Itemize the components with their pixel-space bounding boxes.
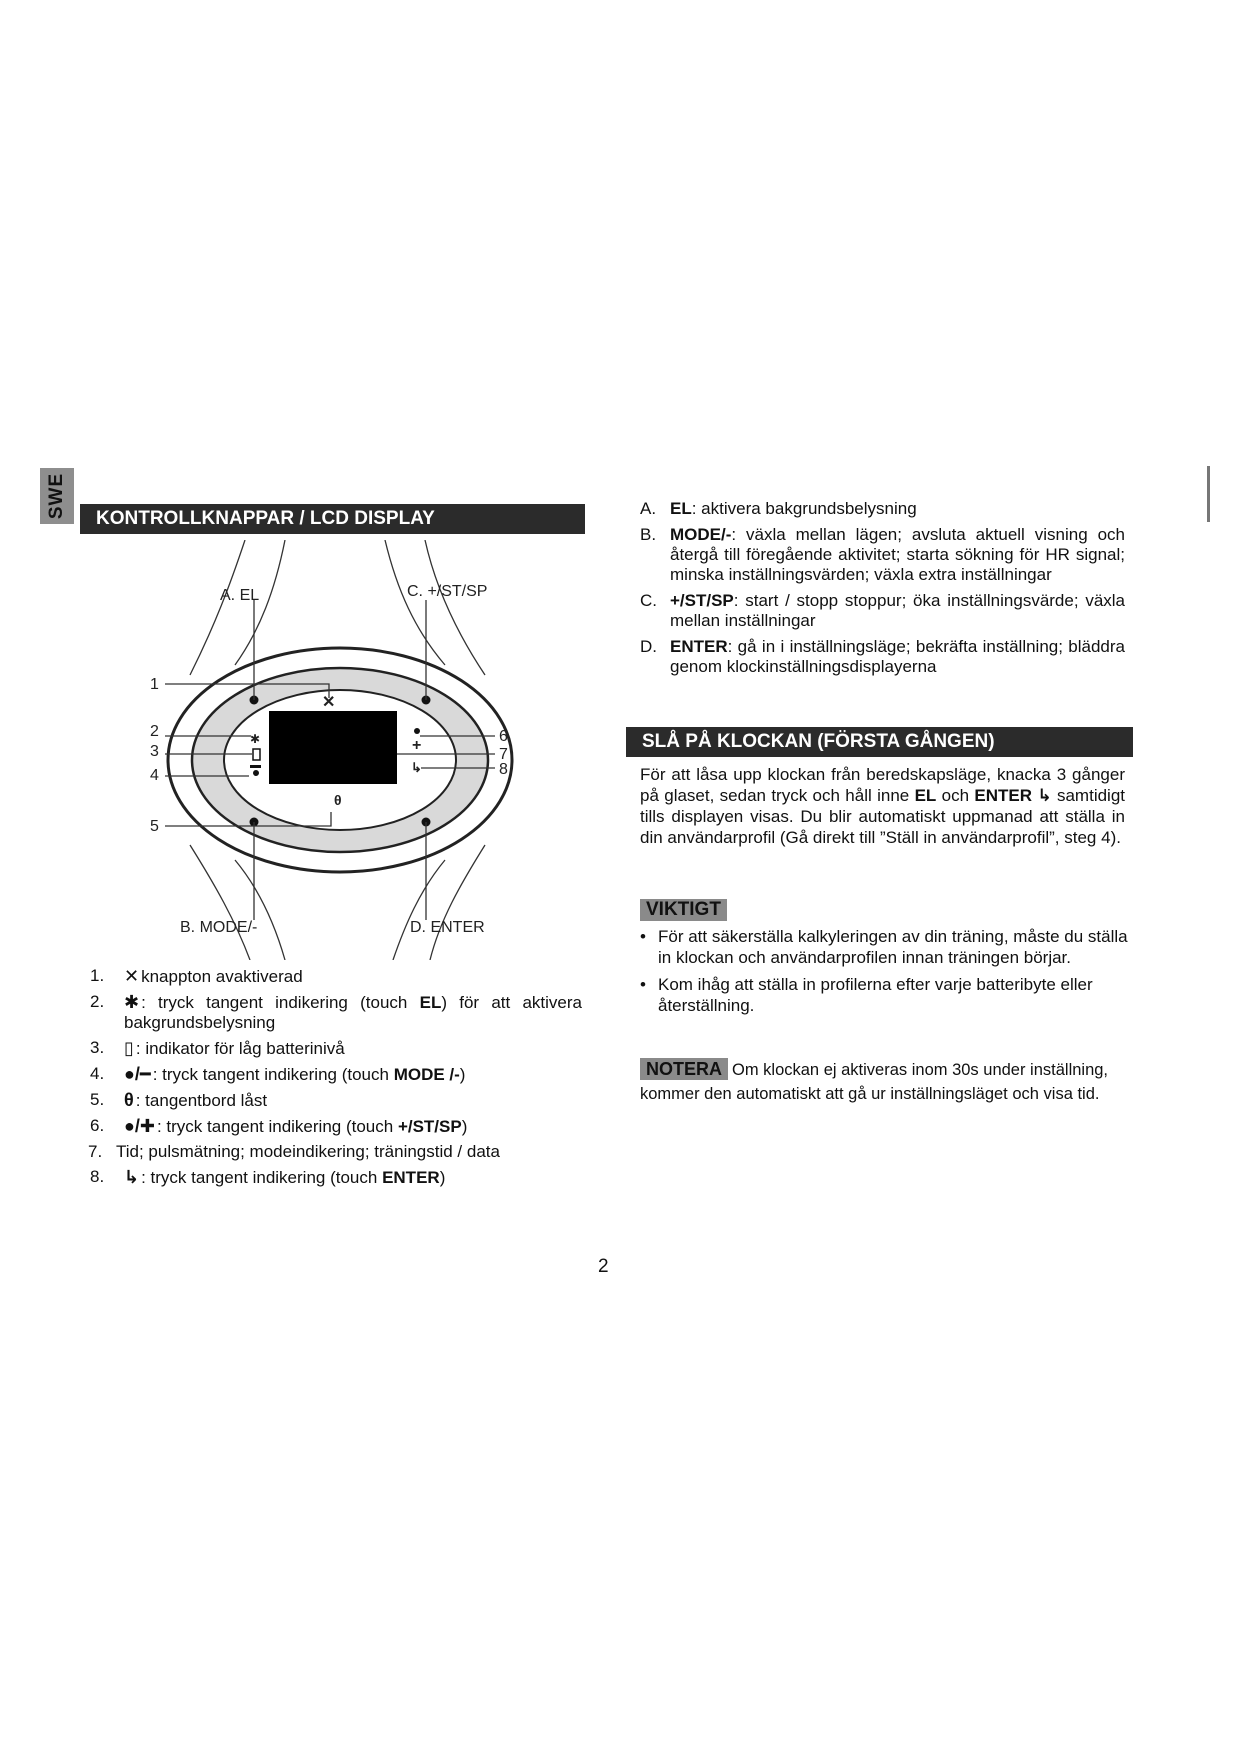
lock-icon: θ	[124, 1090, 134, 1110]
button-function-item: C. +/ST/SP: start / stopp stoppur; öka inställningsvärde; växla mellan inställningar	[640, 591, 1125, 630]
label-c-st: C. +/ST/SP	[407, 583, 488, 600]
enter-arrow-icon: ↳	[1037, 786, 1052, 805]
dot-plus-icon: ●/✚	[124, 1116, 155, 1136]
label-b-mode: B. MODE/-	[180, 919, 258, 936]
watch-diagram	[135, 540, 555, 960]
section-header-controls: KONTROLLKNAPPAR / LCD DISPLAY	[80, 504, 585, 534]
lcd-screen	[269, 711, 397, 784]
battery-icon: ▯	[124, 1038, 134, 1058]
callout-1: 1	[150, 676, 159, 693]
callout-8: 8	[499, 761, 508, 778]
mute-bell-icon: ✕	[124, 966, 140, 986]
language-tab	[40, 468, 74, 524]
section-header-turn-on: SLÅ PÅ KLOCKAN (FÖRSTA GÅNGEN)	[626, 727, 1133, 757]
turn-on-paragraph: För att låsa upp klockan från beredskapsläge, knacka 3 gånger på glaset, sedan tryck och håll inne EL och ENTER ↳ samtidigt tills displayen visas. Du blir automatiskt uppmanad att ställa in din användarprofil (Gå direkt till ”Ställ in användarprofil”, steg 4).	[640, 765, 1126, 847]
callout-6: 6	[499, 728, 508, 745]
note-badge: NOTERA	[640, 1058, 728, 1080]
backlight-sun-icon: ✱	[124, 992, 140, 1012]
legend-item: 7. Tid; pulsmätning; modeindikering; träningstid / data	[88, 1142, 500, 1161]
button-function-item: A. EL: aktivera bakgrundsbelysning	[640, 499, 917, 518]
label-d-enter: D. ENTER	[410, 919, 485, 936]
legend-item: 8. ↳ : tryck tangent indikering (touch ENTER)	[90, 1167, 446, 1187]
list-item: • Kom ihåg att ställa in profilerna efter varje batteribyte eller återställning.	[640, 974, 1130, 1016]
legend-item: 5. θ : tangentbord låst	[90, 1090, 268, 1110]
page-number: 2	[598, 1256, 609, 1277]
language-label: SWE	[46, 472, 67, 520]
plus-icon: +	[412, 737, 422, 754]
callout-3: 3	[150, 743, 159, 760]
button-function-item: D. ENTER: gå in i inställningsläge; bekräfta inställning; bläddra genom klockinställningsdisplayerna	[640, 637, 1125, 676]
callout-4: 4	[150, 767, 159, 784]
button-function-item: B. MODE/-: växla mellan lägen; avsluta aktuell visning och återgå till föregående aktivitet; starta sökning för HR signal; minska inställningsvärden; växla extra inställningar	[640, 525, 1125, 584]
button-functions-list	[640, 499, 1125, 683]
legend-item: 2. ✱ : tryck tangent indikering (touch EL) för att aktivera bakgrundsbelysning	[90, 992, 582, 1032]
mute-icon: ✕	[322, 694, 336, 711]
note-text: Om klockan ej aktiveras inom 30s under inställning, kommer den automatiskt att gå ur inställningsläget och visa tid.	[640, 1061, 1109, 1103]
mode-dot-icon	[253, 770, 259, 776]
plus-dot-icon	[414, 728, 420, 734]
callout-2: 2	[150, 723, 159, 740]
sun-icon: ✱	[250, 732, 261, 746]
callout-7: 7	[499, 746, 508, 763]
important-list	[640, 926, 1130, 1022]
dot-minus-icon: ●/━	[124, 1064, 151, 1084]
list-item: • För att säkerställa kalkyleringen av din träning, måste du ställa in klockan och användarprofilen innan träningen börjar.	[640, 926, 1130, 968]
legend-item: 6. ●/✚ : tryck tangent indikering (touch +/ST/SP)	[90, 1116, 468, 1136]
label-a-el: A. EL	[220, 587, 260, 604]
edge-marker	[1207, 466, 1210, 522]
minus-icon	[250, 765, 261, 768]
callout-5: 5	[150, 818, 159, 835]
legend-item: 4. ●/━ : tryck tangent indikering (touch MODE /-)	[90, 1064, 466, 1084]
legend-item: 3. ▯ : indikator för låg batterinivå	[90, 1038, 345, 1058]
enter-arrow-icon: ↳	[124, 1167, 140, 1187]
lock-icon: θ	[334, 792, 342, 808]
enter-icon: ↳	[411, 760, 422, 775]
legend-item: 1. ✕ knappton avaktiverad	[90, 966, 303, 986]
display-legend	[88, 966, 582, 1193]
important-badge: VIKTIGT	[640, 899, 727, 921]
